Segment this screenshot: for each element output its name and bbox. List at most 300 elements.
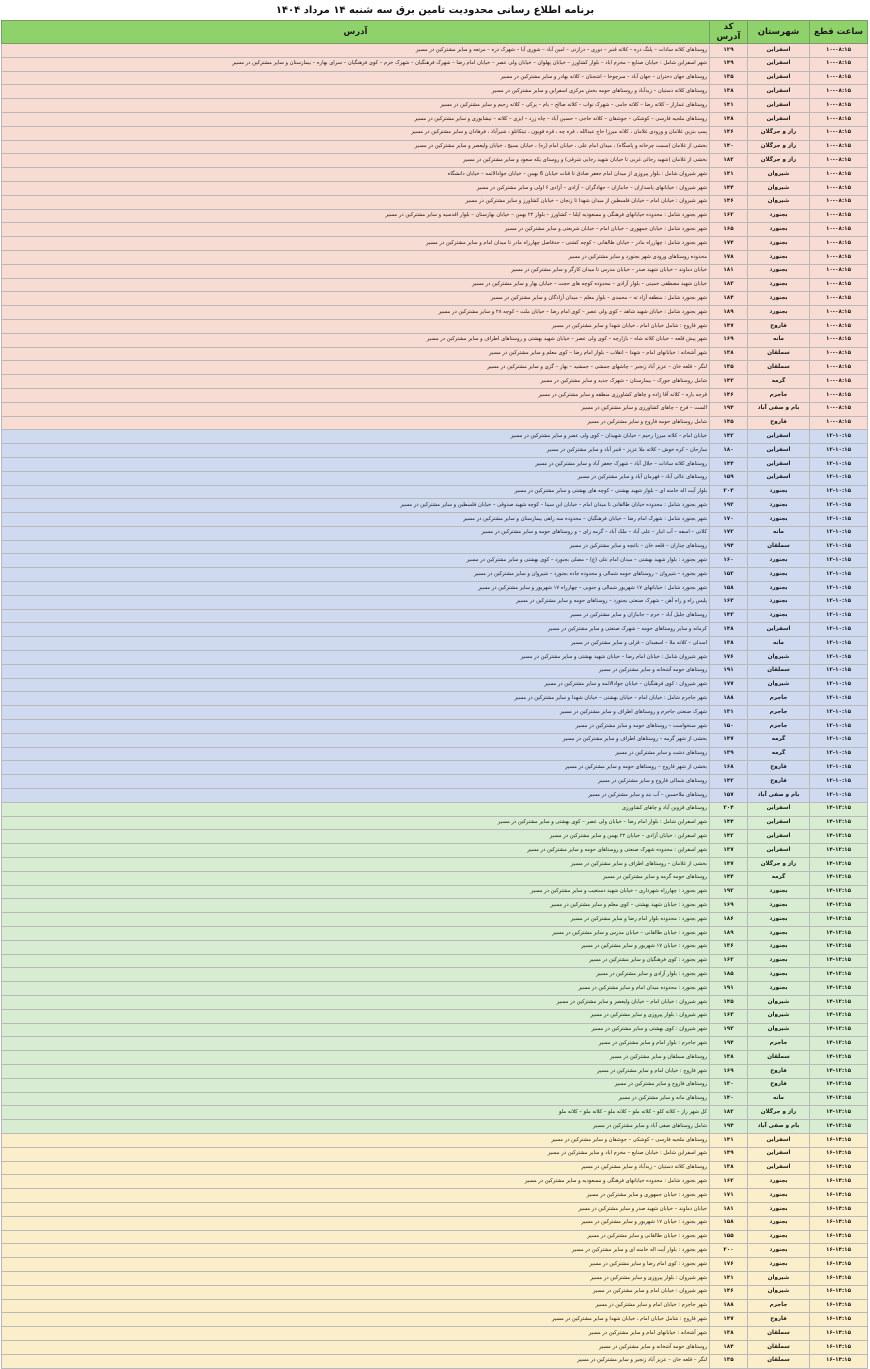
cell-code: ۱۳۵ — [710, 1354, 748, 1368]
table-row — [2, 651, 868, 665]
cell-address: بخشی از شهر گرمه – روستاهای اطراف و سایر مشترکین در مسیر — [2, 733, 710, 747]
cell-address: روستاهای حومه گرمه و سایر مشترکین در مسیر — [2, 871, 710, 885]
cell-city: بجنورد — [748, 278, 810, 292]
cell-address: شهر فاروج : شامل خیابان امام ، خیابان شهدا و سایر مشترکین در مسیر — [2, 1313, 710, 1327]
cell-time: ۱۰-۰۸:۱۵ — [810, 333, 868, 347]
table-row — [2, 1313, 868, 1327]
table-row — [2, 416, 868, 430]
cell-city: سملقان — [748, 1327, 810, 1341]
cell-city: اسفراین — [748, 99, 810, 113]
table-row — [2, 499, 868, 513]
cell-time: ۱۴-۱۲:۱۵ — [810, 1092, 868, 1106]
page — [2, 2, 868, 1369]
table-row — [2, 264, 868, 278]
table-row — [2, 582, 868, 596]
cell-city: بجنورد — [748, 954, 810, 968]
table-row — [2, 1285, 868, 1299]
cell-code: ۱۸۲ — [710, 154, 748, 168]
table-row — [2, 375, 868, 389]
cell-time: ۱۶-۱۴:۱۵ — [810, 1271, 868, 1285]
cell-code: ۱۴۶ — [710, 126, 748, 140]
table-row — [2, 568, 868, 582]
table-row — [2, 982, 868, 996]
cell-time: ۱۰-۰۸:۱۵ — [810, 347, 868, 361]
table-row — [2, 1092, 868, 1106]
cell-time: ۱۰-۰۸:۱۵ — [810, 250, 868, 264]
table-row — [2, 1202, 868, 1216]
cell-time: ۱۲-۱۰:۱۵ — [810, 499, 868, 513]
cell-address: روستاهای ملحیه فارسی – کوشکی – جوشقان و سایر مشترکین در مسیر — [2, 1133, 710, 1147]
table-row — [2, 1216, 868, 1230]
cell-address: پلیس راه و راه آهن – شهرک صنعتی بجنورد – روستاهای حومه و سایر مشترکین در مسیر — [2, 595, 710, 609]
table-row — [2, 513, 868, 527]
cell-city: اسفراین — [748, 85, 810, 99]
cell-code: ۱۳۸ — [710, 347, 748, 361]
cell-address: کلاتی – اسفه – آب انبار – علی آباد – ملک آباد – گرمه زای – و روستاهای حومه و سایر مشترکین در مسیر — [2, 526, 710, 540]
table-row — [2, 181, 868, 195]
table-row — [2, 1147, 868, 1161]
cell-code: ۱۷۸ — [710, 250, 748, 264]
cell-city: اسفراین — [748, 471, 810, 485]
cell-address: روستاهای ملحیه فارسی – کوشکی – جوشقان – کلاته حاجی – حسین آباد – چاه زرد – ایزی – کلاته – نیشابوری و سایر مشترکین در مسیر — [2, 112, 710, 126]
cell-code: ۱۳۸ — [710, 85, 748, 99]
cell-address: روستاهای عالی آباد – قهرمان آباد و سایر مشترکین در مسیر — [2, 471, 710, 485]
cell-time: ۱۰-۰۸:۱۵ — [810, 85, 868, 99]
cell-code: ۱۴۵ — [710, 416, 748, 430]
cell-code: ۱۸۲ — [710, 1106, 748, 1120]
table-row — [2, 1354, 868, 1368]
cell-city: اسفراین — [748, 457, 810, 471]
cell-code: ۱۶۸ — [710, 761, 748, 775]
cell-address: خیابان دماوند – خیابان شهید صدر – خیابان مدرس تا میدان کارگر و سایر مشترکین در مسیر — [2, 264, 710, 278]
cell-address: شهر بجنورد شامل : خیابانهای ۱۷ شهریور شمالی و جنوبی – چهارراه ۱۷ شهریور و سایر مشترکین در مسیر — [2, 582, 710, 596]
table-row — [2, 388, 868, 402]
table-row — [2, 927, 868, 941]
table-row — [2, 1161, 868, 1175]
table-row — [2, 1064, 868, 1078]
cell-time: ۱۴-۱۲:۱۵ — [810, 871, 868, 885]
table-row — [2, 168, 868, 182]
cell-time: ۱۰-۰۸:۱۵ — [810, 140, 868, 154]
cell-time: ۱۶-۱۴:۱۵ — [810, 1313, 868, 1327]
cell-address: قرجه باره – کلاته آقا زاده و چاهای کشاورزی منطقه و سایر مشترکین در مسیر — [2, 388, 710, 402]
cell-code: ۱۲۹ — [710, 44, 748, 58]
cell-city: سملقان — [748, 1340, 810, 1354]
cell-city: فاروج — [748, 761, 810, 775]
cell-time: ۱۶-۱۴:۱۵ — [810, 1340, 868, 1354]
cell-time: ۱۲-۱۰:۱۵ — [810, 609, 868, 623]
cell-code: ۱۴۲ — [710, 775, 748, 789]
cell-city: جاجرم — [748, 1299, 810, 1313]
cell-address: شهر شیروان : کوی فرهنگیان – خیابان جوادالائمه و سایر مشترکین در مسیر — [2, 678, 710, 692]
table-row — [2, 71, 868, 85]
cell-city: مانه — [748, 637, 810, 651]
cell-city: راز و جرگلان — [748, 140, 810, 154]
cell-code: ۱۶۲ — [710, 209, 748, 223]
cell-city: شیروان — [748, 181, 810, 195]
cell-city: شیروان — [748, 1285, 810, 1299]
table-body — [2, 44, 868, 1369]
cell-address: شهر بجنورد شامل : محدوده خیابانهای فرهنگی و مسعودیه ایلنا – کشاورز – بلوار ۲۲ بهمن – خیابان بهارستان – بلوار اقدسیه و سایر مشترکین در مسیر — [2, 209, 710, 223]
cell-city: مانه — [748, 333, 810, 347]
cell-time: ۱۲-۱۰:۱۵ — [810, 554, 868, 568]
cell-city: راز و جرگلان — [748, 858, 810, 872]
cell-time: ۱۴-۱۲:۱۵ — [810, 830, 868, 844]
table-row — [2, 1175, 868, 1189]
table-row — [2, 223, 868, 237]
cell-code: ۱۸۸ — [710, 692, 748, 706]
table-row — [2, 195, 868, 209]
cell-code: ۱۷۴ — [710, 237, 748, 251]
cell-city: گرمه — [748, 747, 810, 761]
table-row — [2, 858, 868, 872]
cell-code: ۱۴۷ — [710, 858, 748, 872]
table-row — [2, 1106, 868, 1120]
cell-address: شهر بجنورد : محدوده بلوار امام رضا و سایر مشترکین در مسیر — [2, 913, 710, 927]
cell-city: بجنورد — [748, 250, 810, 264]
cell-time: ۱۰-۰۸:۱۵ — [810, 223, 868, 237]
cell-address: کل شهر راز – کلاته کلو – کلاته ملو – کلاته ملو – کلاته ملو – کلاته ملو — [2, 1106, 710, 1120]
cell-address: محدوده روستاهای ورودی شهر بجنورد و سایر مشترکین در مسیر — [2, 250, 710, 264]
cell-time: ۱۲-۱۰:۱۵ — [810, 678, 868, 692]
table-row — [2, 1120, 868, 1134]
cell-code: ۱۳۶ — [710, 940, 748, 954]
cell-address: روستاهای دشت و سایر مشترکین در مسیر — [2, 747, 710, 761]
cell-code: ۱۴۲ — [710, 430, 748, 444]
cell-code: ۱۴۱ — [710, 99, 748, 113]
table-row — [2, 1189, 868, 1203]
cell-code: ۱۹۴ — [710, 540, 748, 554]
cell-address: شهر فاروج : خیابان امام و سایر مشترکین در مسیر — [2, 1064, 710, 1078]
cell-code: ۱۳۵ — [710, 361, 748, 375]
cell-code: ۱۳۹ — [710, 747, 748, 761]
cell-time: ۱۰-۰۸:۱۵ — [810, 278, 868, 292]
cell-city: جاجرم — [748, 692, 810, 706]
table-row — [2, 250, 868, 264]
table-row — [2, 1340, 868, 1354]
cell-time: ۱۴-۱۲:۱۵ — [810, 1051, 868, 1065]
table-row — [2, 844, 868, 858]
cell-address: شهر بجنورد شامل : خیابان جمهوری – خیابان امام – خیابان شریعتی و سایر مشترکین در مسیر — [2, 223, 710, 237]
table-row — [2, 471, 868, 485]
cell-city: فاروج — [748, 319, 810, 333]
cell-city: اسفراین — [748, 1161, 810, 1175]
cell-time: ۱۶-۱۴:۱۵ — [810, 1244, 868, 1258]
cell-time: ۱۴-۱۲:۱۵ — [810, 858, 868, 872]
cell-city: بجنورد — [748, 982, 810, 996]
cell-city: سملقان — [748, 1051, 810, 1065]
cell-city: شیروان — [748, 678, 810, 692]
cell-time: ۱۰-۰۸:۱۵ — [810, 416, 868, 430]
table-row — [2, 747, 868, 761]
cell-address: شهر بجنورد : خیابان جمهوری و سایر مشترکین در مسیر — [2, 1189, 710, 1203]
cell-code: ۱۸۰ — [710, 444, 748, 458]
cell-time: ۱۰-۰۸:۱۵ — [810, 154, 868, 168]
cell-address: شهر آشخانه : خیابانهای امام – شهدا – انقلاب – بلوار امام رضا – کوی معلم و سایر مشترکین در مسیر — [2, 347, 710, 361]
cell-code: ۱۸۱ — [710, 264, 748, 278]
cell-time: ۱۰-۰۸:۱۵ — [810, 237, 868, 251]
cell-code: ۱۴۸ — [710, 112, 748, 126]
table-row — [2, 885, 868, 899]
cell-time: ۱۶-۱۴:۱۵ — [810, 1133, 868, 1147]
table-row — [2, 154, 868, 168]
cell-time: ۱۶-۱۴:۱۵ — [810, 1161, 868, 1175]
cell-code: ۱۳۱ — [710, 706, 748, 720]
cell-time: ۱۴-۱۲:۱۵ — [810, 940, 868, 954]
cell-address: شهر شیروان : کوی بهشتی و سایر مشترکین در مسیر — [2, 1023, 710, 1037]
cell-address: خیابان امام – کلاته میرزا رحیم – خیابان شهیدان – کوی ولی عصر و سایر مشترکین در مسیر — [2, 430, 710, 444]
table-row — [2, 995, 868, 1009]
cell-code: ۱۹۱ — [710, 664, 748, 678]
cell-address: شهر شیروان : بلوار پیروزی و سایر مشترکین در مسیر — [2, 1271, 710, 1285]
table-row — [2, 816, 868, 830]
cell-city: اسفراین — [748, 1133, 810, 1147]
cell-code: ۱۴۷ — [710, 319, 748, 333]
table-row — [2, 347, 868, 361]
cell-address: شهر بجنورد : کوی فرهنگیان و سایر مشترکین در مسیر — [2, 954, 710, 968]
cell-city: سملقان — [748, 1354, 810, 1368]
cell-time: ۱۲-۱۰:۱۵ — [810, 720, 868, 734]
cell-address: شهر بجنورد : خیابان طالقانی – خیابان مدرس و سایر مشترکین در مسیر — [2, 927, 710, 941]
table-row — [2, 637, 868, 651]
cell-code: ۱۷۶ — [710, 1258, 748, 1272]
cell-city: جاجرم — [748, 706, 810, 720]
cell-city: سملقان — [748, 347, 810, 361]
table-row — [2, 85, 868, 99]
table-row — [2, 1133, 868, 1147]
cell-address: شهر بجنورد شامل : شهرک امام رضا – خیابان فرهنگیان – محدوده سه راهی بیمارستان و سایر مشترکین در مسیر — [2, 513, 710, 527]
table-row — [2, 444, 868, 458]
cell-city: مانه — [748, 1092, 810, 1106]
cell-code: ۱۶۲ — [710, 1175, 748, 1189]
cell-address: شهر جاجرم : خیابان امام و سایر مشترکین در مسیر — [2, 1299, 710, 1313]
cell-address: روستاهای چناران – قلعه خان – باغچه و سایر مشترکین در مسیر — [2, 540, 710, 554]
cell-city: اسفراین — [748, 112, 810, 126]
table-row — [2, 623, 868, 637]
cell-code: ۱۵۹ — [710, 471, 748, 485]
cell-address: شهر شیروان : خیابان امام و سایر مشترکین در مسیر — [2, 1285, 710, 1299]
cell-address: شهر بجنورد شامل : محدوده خیابان طالقانی تا میدان امام – خیابان ابن سینا – کوچه شهید صدوقی – خیابان فلسطین و سایر مشترکین در مسیر — [2, 499, 710, 513]
cell-city: بجنورد — [748, 209, 810, 223]
cell-code: ۱۶۳ — [710, 595, 748, 609]
table-row — [2, 830, 868, 844]
cell-time: ۱۰-۰۸:۱۵ — [810, 44, 868, 58]
cell-code: ۱۷۷ — [710, 678, 748, 692]
cell-code: ۱۴۶ — [710, 195, 748, 209]
cell-code: ۱۴۱ — [710, 168, 748, 182]
cell-address: بخشی از غلامان – روستاهای اطراف و سایر مشترکین در مسیر — [2, 858, 710, 872]
cell-city: شیروان — [748, 1009, 810, 1023]
cell-time: ۱۲-۱۰:۱۵ — [810, 747, 868, 761]
cell-time: ۱۲-۱۰:۱۵ — [810, 582, 868, 596]
cell-time: ۱۰-۰۸:۱۵ — [810, 57, 868, 71]
cell-code: ۱۴۱ — [710, 1133, 748, 1147]
cell-code: ۱۴۹ — [710, 57, 748, 71]
cell-address: روستاهای حومه آشخانه و سایر مشترکین در مسیر — [2, 664, 710, 678]
cell-time: ۱۲-۱۰:۱۵ — [810, 526, 868, 540]
cell-code: ۱۷۲ — [710, 526, 748, 540]
cell-code: ۱۳۸ — [710, 1327, 748, 1341]
cell-time: ۱۰-۰۸:۱۵ — [810, 388, 868, 402]
cell-time: ۱۲-۱۰:۱۵ — [810, 471, 868, 485]
cell-city: بجنورد — [748, 595, 810, 609]
table-row — [2, 319, 868, 333]
cell-code: ۱۵۷ — [710, 789, 748, 803]
cell-address: شهر سنخواست – روستاهای حومه و سایر مشترکین در مسیر — [2, 720, 710, 734]
cell-city: بجنورد — [748, 927, 810, 941]
cell-code: ۱۵۸ — [710, 1216, 748, 1230]
cell-city: بجنورد — [748, 485, 810, 499]
table-row — [2, 1023, 868, 1037]
table-row — [2, 733, 868, 747]
cell-code: ۲۰۳ — [710, 485, 748, 499]
cell-code: ۱۶۲ — [710, 954, 748, 968]
cell-address: شامل روستاهای صفی آباد و سایر مشترکین در مسیر — [2, 1120, 710, 1134]
column-header-code: کد آدرس — [710, 21, 748, 44]
cell-time: ۱۲-۱۰:۱۵ — [810, 457, 868, 471]
table-row — [2, 306, 868, 320]
cell-city: بجنورد — [748, 1244, 810, 1258]
cell-city: بجنورد — [748, 885, 810, 899]
cell-address: شهر بجنورد شامل : منطقه آزاد ته – محمدی – بلوار معلم – میدان آزادگان و سایر مشترکین در مسیر — [2, 292, 710, 306]
table-row — [2, 540, 868, 554]
table-row — [2, 1299, 868, 1313]
cell-time: ۱۲-۱۰:۱۵ — [810, 540, 868, 554]
cell-address: شهر بجنورد – شیروان – روستاهای حومه شمالی و محدوده جاده بجنورد – شیروان و سایر مشترکین در مسیر — [2, 568, 710, 582]
cell-city: فاروج — [748, 1313, 810, 1327]
cell-city: راز و جرگلان — [748, 154, 810, 168]
cell-city: فاروج — [748, 775, 810, 789]
cell-time: ۱۰-۰۸:۱۵ — [810, 306, 868, 320]
cell-time: ۱۶-۱۴:۱۵ — [810, 1175, 868, 1189]
cell-city: فاروج — [748, 1078, 810, 1092]
cell-time: ۱۰-۰۸:۱۵ — [810, 402, 868, 416]
cell-address: لنگر – قلعه خان – عزیز آباد زنجیر – چاشهای جمشی – جمشید – بهار – گزی و سایر مشترکین در مسیر — [2, 361, 710, 375]
cell-time: ۱۰-۰۸:۱۵ — [810, 71, 868, 85]
table-row — [2, 940, 868, 954]
table-row — [2, 954, 868, 968]
cell-code: ۱۵۲ — [710, 568, 748, 582]
cell-time: ۱۶-۱۴:۱۵ — [810, 1230, 868, 1244]
cell-time: ۱۰-۰۸:۱۵ — [810, 375, 868, 389]
cell-time: ۱۲-۱۰:۱۵ — [810, 761, 868, 775]
cell-code: ۱۴۶ — [710, 1285, 748, 1299]
cell-time: ۱۶-۱۴:۱۵ — [810, 1327, 868, 1341]
cell-city: بجنورد — [748, 513, 810, 527]
cell-city: جاجرم — [748, 388, 810, 402]
cell-code: ۱۴۷ — [710, 733, 748, 747]
cell-city: بجنورد — [748, 306, 810, 320]
cell-code: ۱۶۹ — [710, 333, 748, 347]
cell-time: ۱۲-۱۰:۱۵ — [810, 789, 868, 803]
cell-time: ۱۴-۱۲:۱۵ — [810, 816, 868, 830]
cell-address: الست – فرخ – چاهای کشاورزی و سایر مشترکین در مسیر — [2, 402, 710, 416]
table-row — [2, 554, 868, 568]
cell-address: شهر بجنورد شامل : محدوده خیابانهای فرهنگی و مسعودیه و سایر مشترکین در مسیر — [2, 1175, 710, 1189]
table-row — [2, 1258, 868, 1272]
cell-address: شهر بجنورد شامل : خیابان شهید شاهد – کوی ولی عصر – کوی امام رضا – خیابان ملت – کوچه ۲۸ و سایر مشترکین در مسیر — [2, 306, 710, 320]
cell-time: ۱۴-۱۲:۱۵ — [810, 1037, 868, 1051]
cell-city: سملقان — [748, 664, 810, 678]
cell-address: شهر اسفراین شامل : خیابان صنایع – مخرم اباد و سایر مشترکین در مسیر — [2, 1147, 710, 1161]
cell-code: ۱۶۰ — [710, 554, 748, 568]
table-row — [2, 664, 868, 678]
cell-code: ۱۴۶ — [710, 388, 748, 402]
table-row — [2, 1051, 868, 1065]
table-header-row — [2, 21, 868, 44]
cell-address: شهر پیش قلعه – خیابان کلاته شاه – بازارچه – کوی ولی عصر – خیابان شهید بهشتی و روستاهای اطراف و سایر مشترکین در مسیر — [2, 333, 710, 347]
cell-time: ۱۶-۱۴:۱۵ — [810, 1216, 868, 1230]
cell-address: شهر بجنورد : چهارراه شهرداری – خیابان شهید دستغیب و سایر مشترکین در مسیر — [2, 885, 710, 899]
cell-time: ۱۲-۱۰:۱۵ — [810, 637, 868, 651]
cell-city: بجنورد — [748, 899, 810, 913]
cell-city: راز و جرگلان — [748, 1106, 810, 1120]
table-row — [2, 720, 868, 734]
table-row — [2, 292, 868, 306]
cell-address: روستاهای جلیل آباد – خرم – جانبازان و سایر مشترکین در مسیر — [2, 609, 710, 623]
cell-code: ۱۹۲ — [710, 499, 748, 513]
cell-city: شیروان — [748, 651, 810, 665]
table-row — [2, 485, 868, 499]
table-row — [2, 968, 868, 982]
cell-time: ۱۲-۱۰:۱۵ — [810, 513, 868, 527]
cell-address: شهر فاروج : شامل خیابان امام ، خیابان شهدا و سایر مشترکین در مسیر — [2, 319, 710, 333]
cell-code: ۱۴۰ — [710, 140, 748, 154]
cell-time: ۱۴-۱۲:۱۵ — [810, 1120, 868, 1134]
cell-code: ۱۴۳ — [710, 375, 748, 389]
cell-address: بخشی از شهر فاروج – روستاهای حومه و سایر مشترکین در مسیر — [2, 761, 710, 775]
cell-time: ۱۲-۱۰:۱۵ — [810, 664, 868, 678]
cell-address: شهر بجنورد شامل : چهارراه مادر – خیابان طالقانی – کوچه کشتی – حدفاصل چهارراه مادر تا میدان امام و سایر مشترکین در مسیر — [2, 237, 710, 251]
cell-address: شهر اسفراین : محدوده شهرک صنعتی و روستاهای حومه و سایر مشترکین در مسیر — [2, 844, 710, 858]
cell-address: شهر بجنورد : خیابان شهید بهشتی – کوی معلم و سایر مشترکین در مسیر — [2, 899, 710, 913]
cell-time: ۱۴-۱۲:۱۵ — [810, 885, 868, 899]
cell-address: شهر شیروان : خیابان امام – خیابان ولیعصر و سایر مشترکین در مسیر — [2, 995, 710, 1009]
cell-city: بجنورد — [748, 554, 810, 568]
table-row — [2, 706, 868, 720]
cell-city: اسفراین — [748, 44, 810, 58]
cell-city: اسفراین — [748, 1147, 810, 1161]
cell-address: شهر شیروان : خیابان امام – خیابان فلسطین از میدان شهدا تا زنجان – خیابان کشاورز و سایر مشترکین در مسیر — [2, 195, 710, 209]
table-row — [2, 692, 868, 706]
cell-address: سارحان – کره خوش – کلاته ملا عزیز – قنبر آباد و سایر مشترکین در مسیر — [2, 444, 710, 458]
cell-city: بجنورد — [748, 1258, 810, 1272]
cell-code: ۱۶۵ — [710, 223, 748, 237]
cell-city: سملقان — [748, 540, 810, 554]
cell-code: ۲۰۴ — [710, 802, 748, 816]
cell-city: شیروان — [748, 1271, 810, 1285]
cell-address: شهر بجنورد : خیابان ۱۷ شهریور و سایر مشترکین در مسیر — [2, 940, 710, 954]
cell-address: شهر شیروان : خیابانهای پاسداران – جانبازان – جهادگران – آزادی – آزادی ۶ اولی و سایر مشترکین در مسیر — [2, 181, 710, 195]
table-row — [2, 1037, 868, 1051]
table-row — [2, 402, 868, 416]
cell-city: بام و صفی آباد — [748, 1120, 810, 1134]
cell-city: فاروج — [748, 416, 810, 430]
cell-code: ۱۵۰ — [710, 720, 748, 734]
cell-address: کرمانه و سایر روستاهای حومه – شهرک صنعتی و سایر مشترکین در مسیر — [2, 623, 710, 637]
cell-code: ۲۰۰ — [710, 1244, 748, 1258]
cell-time: ۱۴-۱۲:۱۵ — [810, 844, 868, 858]
cell-time: ۱۰-۰۸:۱۵ — [810, 99, 868, 113]
cell-address: شهر بجنورد : بلوار شهید بهشتی – میدان امام علی (ع) – مصلی بجنورد – کوی بهشتی و سایر مشترکین در مسیر — [2, 554, 710, 568]
cell-code: ۱۳۸ — [710, 1051, 748, 1065]
cell-code: ۱۸۱ — [710, 1202, 748, 1216]
cell-time: ۱۰-۰۸:۱۵ — [810, 112, 868, 126]
cell-address: شهر بجنورد : خیابان طالقانی و سایر مشترکین در مسیر — [2, 1230, 710, 1244]
cell-time: ۱۲-۱۰:۱۵ — [810, 775, 868, 789]
table-row — [2, 57, 868, 71]
cell-city: بجنورد — [748, 499, 810, 513]
